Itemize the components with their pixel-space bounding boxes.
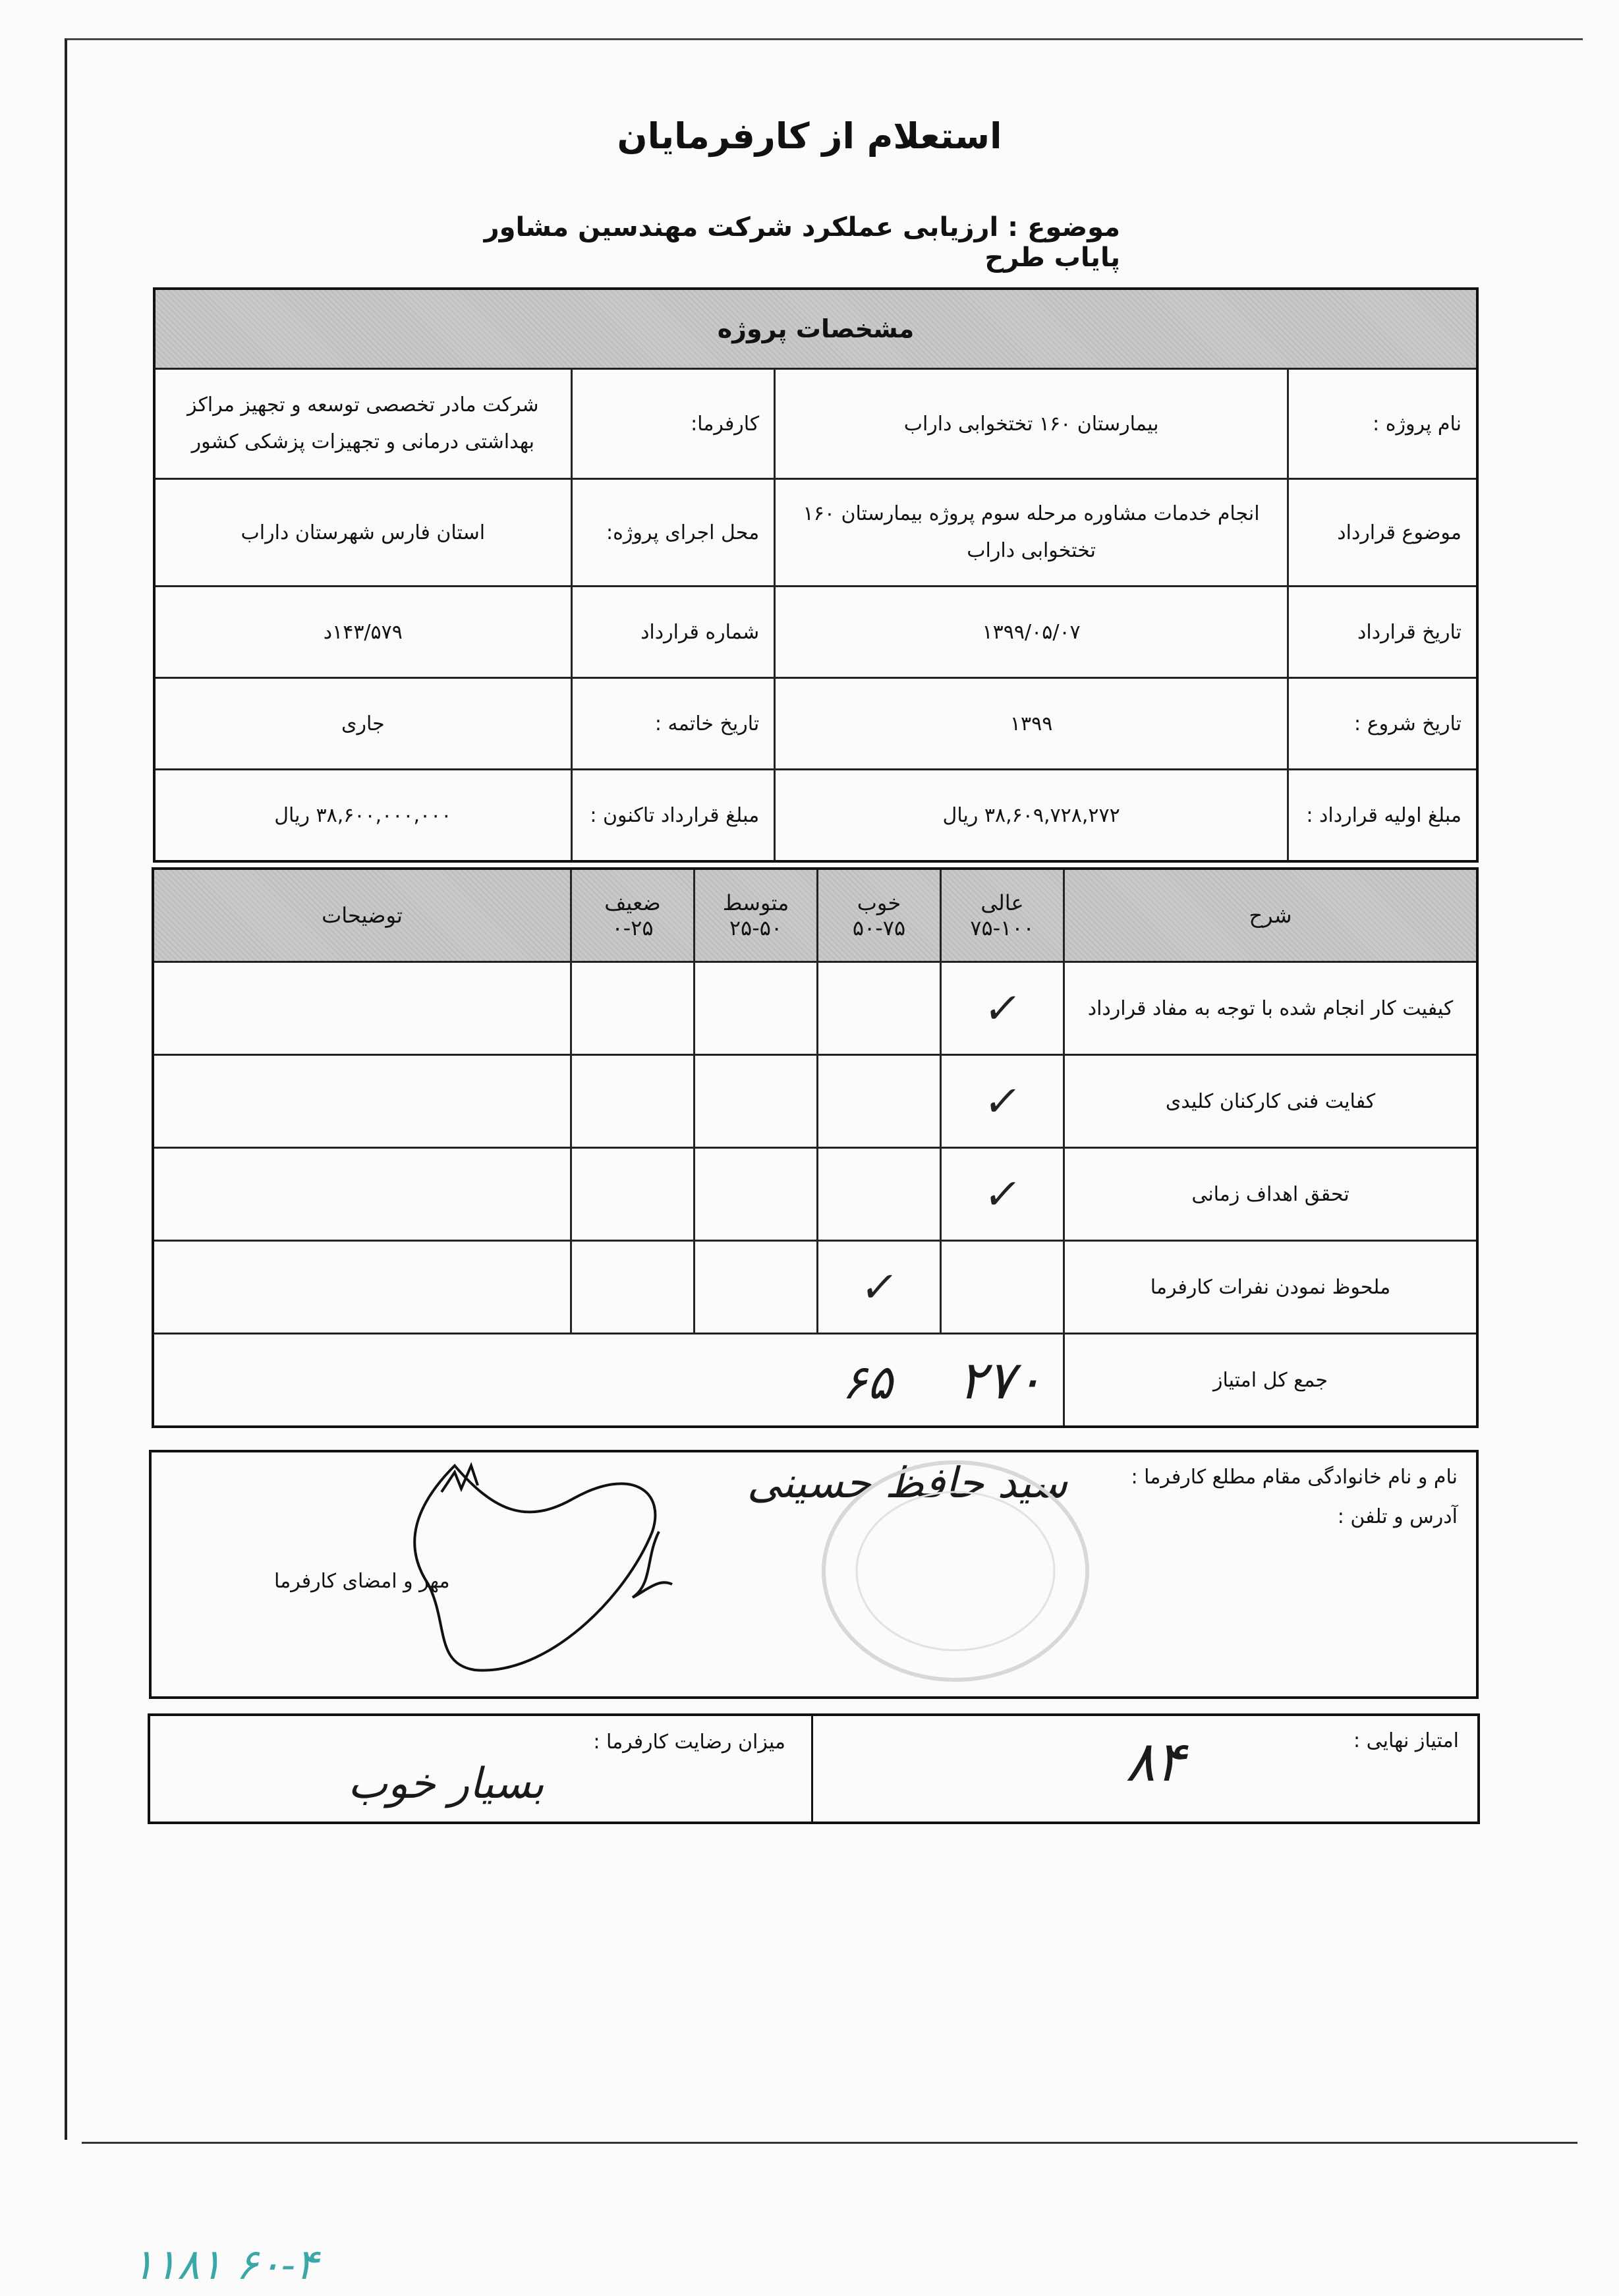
subject-line: موضوع : ارزیابی عملکرد شرکت مهندسین مشاور پایاب طرح bbox=[484, 212, 1120, 273]
table-row bbox=[153, 1148, 1477, 1241]
divider bbox=[811, 1716, 813, 1822]
notes-cell bbox=[153, 1148, 571, 1241]
checkmark-icon: ✓ bbox=[932, 1055, 1072, 1148]
final-score-box bbox=[148, 1713, 1480, 1824]
table-row bbox=[154, 770, 1477, 862]
stamp-label: مهر و امضای کارفرما bbox=[274, 1570, 450, 1593]
project-name-value: بیمارستان ۱۶۰ تختخوابی داراب bbox=[775, 369, 1288, 479]
page-bottom-rule bbox=[82, 2142, 1577, 2144]
page-title: استعلام از کارفرمایان bbox=[617, 115, 1002, 157]
empty-cell bbox=[571, 1241, 695, 1334]
current-amount-label: مبلغ قرارداد تاکنون : bbox=[571, 770, 775, 862]
row-label: تحقق اهداف زمانی bbox=[1064, 1148, 1478, 1241]
contract-number-label: شماره قرارداد bbox=[571, 587, 775, 678]
row-label: ملحوظ نمودن نفرات کارفرما bbox=[1064, 1241, 1478, 1334]
header-weak-label: ضعیف bbox=[604, 890, 661, 915]
initial-amount-value: ۳۸,۶۰۹,۷۲۸,۲۷۲ ریال bbox=[775, 770, 1288, 862]
header-good bbox=[818, 869, 941, 962]
evaluation-table bbox=[152, 867, 1479, 1428]
checkmark-icon bbox=[932, 1241, 1072, 1334]
final-score-value: ۸۴ bbox=[1125, 1729, 1185, 1794]
header-excellent-label: عالی bbox=[980, 890, 1024, 915]
header-excellent bbox=[941, 869, 1064, 962]
empty-cell bbox=[571, 1148, 695, 1241]
project-spec-table bbox=[153, 287, 1479, 863]
total-excellent: ۲۷۰ bbox=[958, 1349, 1043, 1411]
header-good-label: خوب bbox=[857, 890, 901, 915]
initial-amount-label: مبلغ اولیه قرارداد : bbox=[1288, 770, 1477, 862]
current-amount-value: ۳۸,۶۰۰,۰۰۰,۰۰۰ ریال bbox=[154, 770, 571, 862]
signature-box bbox=[149, 1450, 1479, 1699]
checkmark-icon: ✓ bbox=[932, 962, 1072, 1055]
contract-subject-value: انجام خدمات مشاوره مرحله سوم پروژه بیمارستان ۱۶۰ تختخوابی داراب bbox=[775, 479, 1288, 587]
header-good-range: ۵۰-۷۵ bbox=[852, 915, 906, 940]
table-row bbox=[154, 587, 1477, 678]
empty-cell bbox=[695, 1241, 818, 1334]
contract-number-value: ۱۴۳/۵۷۹د bbox=[154, 587, 571, 678]
empty-cell bbox=[571, 962, 695, 1055]
total-good: ۶۵ bbox=[841, 1354, 893, 1410]
empty-cell bbox=[695, 962, 818, 1055]
header-notes: توضیحات bbox=[153, 869, 571, 962]
start-date-label: تاریخ شروع : bbox=[1288, 678, 1477, 770]
header-medium bbox=[695, 869, 818, 962]
empty-cell bbox=[695, 1148, 818, 1241]
name-handwritten: سید حافظ حسینی bbox=[747, 1459, 1067, 1508]
table-row bbox=[153, 1241, 1477, 1334]
table-row bbox=[153, 1055, 1477, 1148]
end-date-label: تاریخ خاتمه : bbox=[571, 678, 775, 770]
empty-cell bbox=[571, 1055, 695, 1148]
satisfaction-label: میزان رضایت کارفرما : bbox=[593, 1731, 785, 1754]
start-date-value: ۱۳۹۹ bbox=[775, 678, 1288, 770]
header-medium-label: متوسط bbox=[722, 890, 789, 915]
stamp-ring bbox=[824, 1462, 1087, 1680]
project-name-label: نام پروژه : bbox=[1288, 369, 1477, 479]
checkmark-icon bbox=[809, 1148, 949, 1241]
table-row bbox=[154, 678, 1477, 770]
address-label: آدرس و تلفن : bbox=[1337, 1505, 1458, 1528]
location-label: محل اجرای پروژه: bbox=[571, 479, 775, 587]
employer-label: کارفرما: bbox=[571, 369, 775, 479]
checkmark-icon bbox=[809, 1055, 949, 1148]
signature-loop bbox=[414, 1466, 655, 1671]
notes-cell bbox=[153, 962, 571, 1055]
margin-note: ۱۱۸۱ ۶۰-۴ bbox=[132, 2241, 318, 2289]
header-weak bbox=[571, 869, 695, 962]
table-row bbox=[154, 369, 1477, 479]
row-label: کفایت فنی کارکنان کلیدی bbox=[1064, 1055, 1478, 1148]
checkmark-icon bbox=[809, 962, 949, 1055]
table-row-total bbox=[153, 1334, 1477, 1427]
notes-cell bbox=[153, 1241, 571, 1334]
total-label: جمع کل امتیاز bbox=[1064, 1334, 1478, 1427]
location-value: استان فارس شهرستان داراب bbox=[154, 479, 571, 587]
satisfaction-value: بسیار خوب bbox=[348, 1760, 544, 1808]
header-medium-range: ۲۵-۵۰ bbox=[729, 915, 783, 940]
signature-stamp-icon bbox=[376, 1452, 1100, 1696]
table-row bbox=[154, 479, 1477, 587]
contract-date-label: تاریخ قرارداد bbox=[1288, 587, 1477, 678]
employer-value: شرکت مادر تخصصی توسعه و تجهیز مراکز بهداشتی درمانی و تجهیزات پزشکی کشور bbox=[154, 369, 571, 479]
total-scores bbox=[153, 1334, 1064, 1427]
checkmark-icon: ✓ bbox=[932, 1148, 1072, 1241]
end-date-value: جاری bbox=[154, 678, 571, 770]
empty-cell bbox=[695, 1055, 818, 1148]
section-title: مشخصات پروژه bbox=[154, 289, 1477, 369]
contract-date-value: ۱۳۹۹/۰۵/۰۷ bbox=[775, 587, 1288, 678]
table-row bbox=[153, 962, 1477, 1055]
header-excellent-range: ۷۵-۱۰۰ bbox=[970, 915, 1035, 940]
row-label: کیفیت کار انجام شده با توجه به مفاد قرارداد bbox=[1064, 962, 1478, 1055]
name-label: نام و نام خانوادگی مقام مطلع کارفرما : bbox=[1131, 1466, 1458, 1489]
stamp-inner-ring bbox=[857, 1492, 1054, 1650]
final-score-label: امتیاز نهایی : bbox=[1353, 1729, 1459, 1752]
contract-subject-label: موضوع قرارداد bbox=[1288, 479, 1477, 587]
checkmark-icon: ✓ bbox=[809, 1241, 949, 1334]
header-weak-range: ۰-۲۵ bbox=[611, 915, 654, 940]
header-description: شرح bbox=[1064, 869, 1478, 962]
signature-stroke bbox=[633, 1532, 672, 1597]
notes-cell bbox=[153, 1055, 571, 1148]
